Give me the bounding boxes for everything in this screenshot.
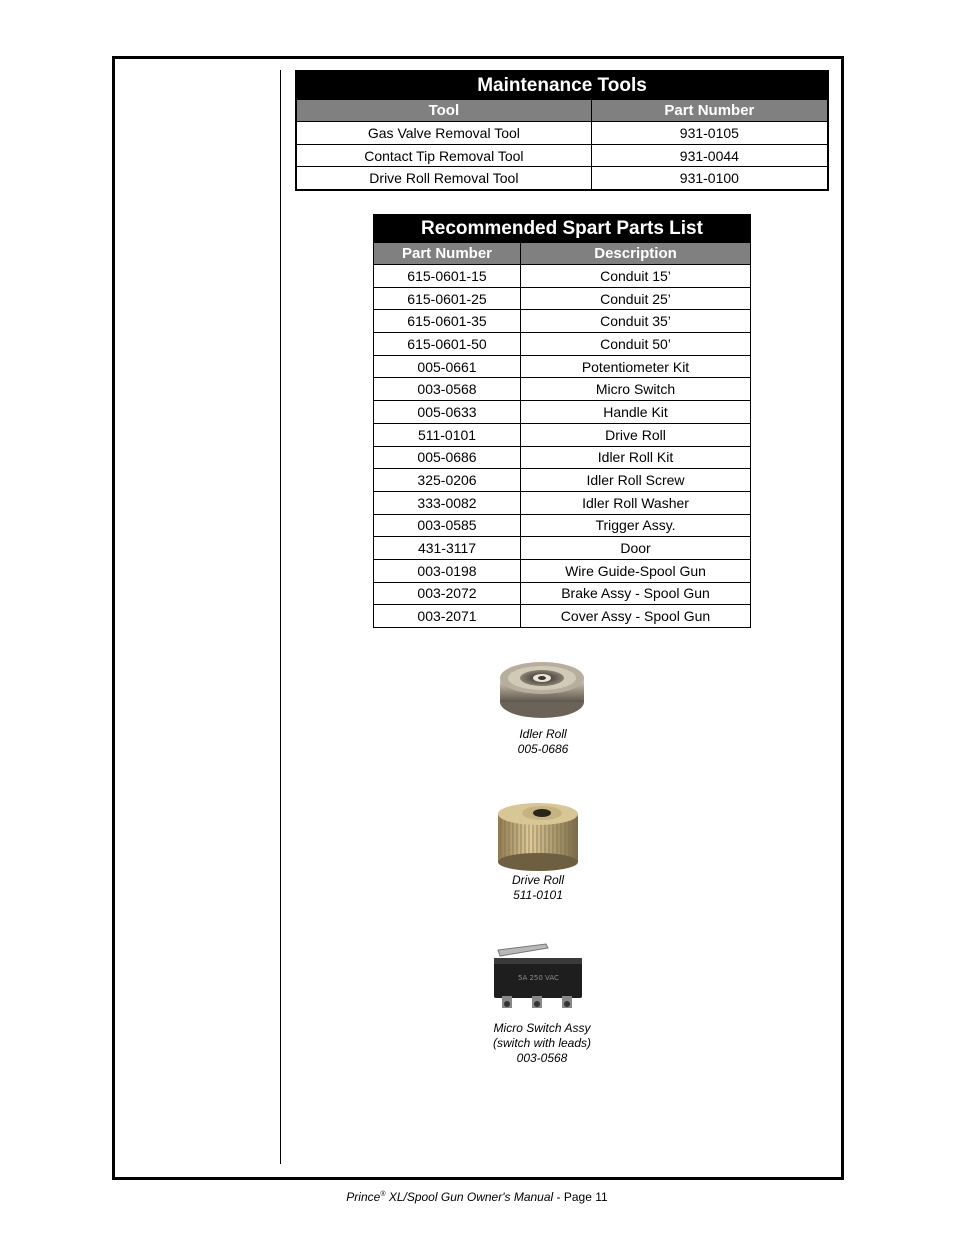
- caption-line: 003-0568: [516, 1051, 568, 1065]
- caption-line: 005-0686: [517, 742, 569, 756]
- table-row: [374, 355, 751, 378]
- table-cell: 333-0082: [374, 491, 521, 514]
- table-cell: 003-0198: [374, 559, 521, 582]
- table-cell: 003-0585: [374, 514, 521, 537]
- table-row: [374, 582, 751, 605]
- table-cell: Idler Roll Kit: [521, 446, 751, 469]
- table-row: [374, 265, 751, 288]
- micro-switch-caption: [452, 1021, 632, 1066]
- table-cell: 615-0601-15: [374, 265, 521, 288]
- table-cell: Potentiometer Kit: [521, 355, 751, 378]
- table-cell: Drive Roll: [521, 423, 751, 446]
- micro-switch-image: [488, 940, 588, 1016]
- table-cell: 615-0601-25: [374, 287, 521, 310]
- table-cell: Wire Guide-Spool Gun: [521, 559, 751, 582]
- table-cell: 003-2072: [374, 582, 521, 605]
- table-cell: Conduit 50’: [521, 333, 751, 356]
- spare-parts-title: Recommended Spart Parts List: [374, 215, 751, 243]
- table-cell: Idler Roll Washer: [521, 491, 751, 514]
- table-row: [374, 537, 751, 560]
- table-cell: Gas Valve Removal Tool: [296, 122, 591, 145]
- margin-rule: [280, 70, 281, 1164]
- table-row: [374, 378, 751, 401]
- maintenance-tools-title: Maintenance Tools: [296, 71, 828, 100]
- table-cell: Cover Assy - Spool Gun: [521, 605, 751, 628]
- table-row: [374, 310, 751, 333]
- column-header-description: Description: [521, 243, 751, 265]
- footer-title: XL/Spool Gun Owner's Manual: [385, 1190, 554, 1204]
- svg-text:5A 250 VAC: 5A 250 VAC: [518, 974, 559, 982]
- table-cell: 005-0633: [374, 401, 521, 424]
- table-cell: Drive Roll Removal Tool: [296, 167, 591, 190]
- table-cell: 931-0100: [591, 167, 828, 190]
- table-cell: 931-0044: [591, 144, 828, 167]
- table-cell: 003-0568: [374, 378, 521, 401]
- column-header-part-number: Part Number: [591, 100, 828, 122]
- caption-line: Drive Roll: [511, 873, 564, 887]
- page-footer: [0, 1190, 954, 1204]
- table-row: [374, 446, 751, 469]
- maintenance-tools-body: [296, 122, 828, 191]
- table-cell: Trigger Assy.: [521, 514, 751, 537]
- maintenance-tools-table: [295, 70, 829, 191]
- table-row: [374, 423, 751, 446]
- caption-line: Micro Switch Assy: [493, 1021, 591, 1035]
- table-cell: Handle Kit: [521, 401, 751, 424]
- idler-roll-image: [494, 656, 590, 722]
- drive-roll-caption: [448, 873, 628, 903]
- spare-parts-body: [374, 265, 751, 628]
- footer-page: - Page 11: [553, 1190, 608, 1204]
- table-cell: 431-3117: [374, 537, 521, 560]
- table-row: [296, 167, 828, 190]
- spare-parts-table: [373, 214, 751, 628]
- table-row: [296, 144, 828, 167]
- table-row: [374, 287, 751, 310]
- table-cell: 005-0661: [374, 355, 521, 378]
- table-cell: 325-0206: [374, 469, 521, 492]
- table-row: [374, 559, 751, 582]
- idler-roll-caption: [453, 727, 633, 757]
- caption-line: 511-0101: [513, 888, 563, 902]
- table-cell: 511-0101: [374, 423, 521, 446]
- table-cell: Contact Tip Removal Tool: [296, 144, 591, 167]
- table-row: [374, 333, 751, 356]
- table-cell: Door: [521, 537, 751, 560]
- table-row: [296, 122, 828, 145]
- column-header-part-number: Part Number: [374, 243, 521, 265]
- table-cell: Brake Assy - Spool Gun: [521, 582, 751, 605]
- table-row: [374, 401, 751, 424]
- registered-mark: ®: [380, 1191, 386, 1198]
- table-cell: 003-2071: [374, 605, 521, 628]
- caption-line: (switch with leads): [492, 1036, 592, 1050]
- caption-line: Idler Roll: [519, 727, 567, 741]
- table-cell: Idler Roll Screw: [521, 469, 751, 492]
- table-cell: Conduit 35’: [521, 310, 751, 333]
- table-cell: Conduit 25’: [521, 287, 751, 310]
- table-cell: Conduit 15’: [521, 265, 751, 288]
- drive-roll-image: [492, 800, 584, 872]
- table-row: [374, 469, 751, 492]
- table-cell: 615-0601-50: [374, 333, 521, 356]
- table-cell: Micro Switch: [521, 378, 751, 401]
- table-row: [374, 491, 751, 514]
- table-cell: 005-0686: [374, 446, 521, 469]
- footer-brand: Prince: [346, 1190, 381, 1204]
- table-row: [374, 514, 751, 537]
- table-cell: 615-0601-35: [374, 310, 521, 333]
- table-row: [374, 605, 751, 628]
- column-header-tool: Tool: [296, 100, 591, 122]
- table-cell: 931-0105: [591, 122, 828, 145]
